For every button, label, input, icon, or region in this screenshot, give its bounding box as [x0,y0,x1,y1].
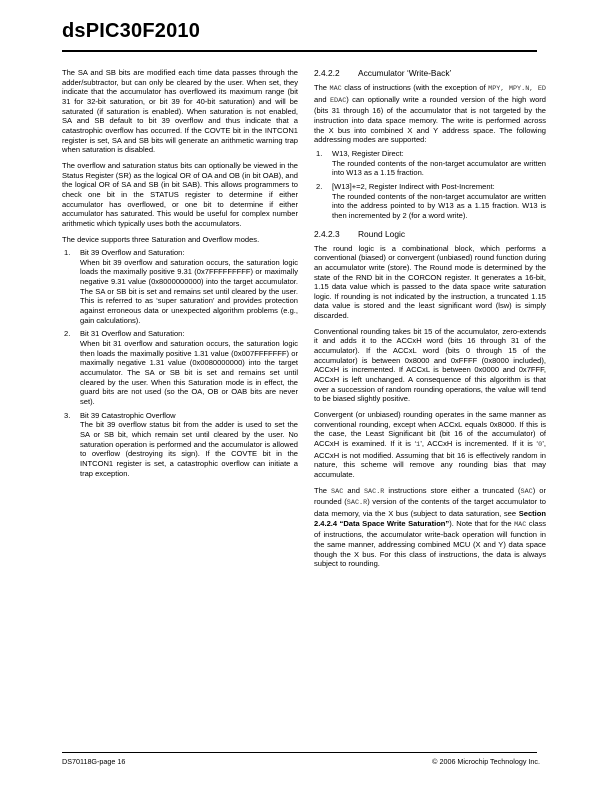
list-item-body: The rounded contents of the non-target accumulator are written into W13 as a 1.15 fraction. [332,158,546,178]
text-fragment: ’, ACCxH is incremented. If it is ‘ [420,439,539,448]
text-fragment: class of instructions (with the exception of [344,83,486,92]
list-item-title: W13, Register Direct: [332,148,404,158]
paragraph-sac-instructions [314,486,546,569]
section-number: 2.4.2.3 [314,228,340,239]
code-sac-r: SAC.R [363,487,385,496]
text-fragment: ) or rounded ( [314,485,546,507]
list-item-title: Bit 39 Overflow and Saturation: [80,248,185,258]
list-item-body: The rounded contents of the non-target accumulator are written into the address pointed to by W13 as a 1.15 fraction. W13 is then incremented by 2 (for a word write). [332,191,546,220]
list-item [62,411,298,479]
saturation-modes-list [62,248,298,478]
addressing-modes-list [314,149,546,221]
section-title: Round Logic [358,228,406,239]
paragraph-saturation-modes: The device supports three Saturation and Overflow modes. [62,234,260,244]
right-column [314,68,546,575]
text-fragment: The [314,485,328,495]
footer-page-id: DS70118G-page 16 [62,757,126,766]
code-sac-r: SAC.R [346,499,368,508]
list-item-number: 2. [316,181,323,191]
list-item [62,329,298,406]
list-item [314,149,546,178]
text-fragment: ’, ACCxH is not modified. Assuming that bit 16 is effectively random in nature, this scheme will remove any rounding bias that may accumulate. [314,439,546,479]
paragraph-write-back-intro [314,83,546,145]
list-item-number: 1. [316,148,323,158]
header-rule [62,50,537,52]
text-fragment: and [347,485,360,495]
list-item-title: Bit 31 Overflow and Saturation: [80,329,185,339]
paragraph-round-logic: The round logic is a combinational block, which performs a conventional (biased) or convergent (unbiased) round function during an accumulator write (store). The Round mode is determined by the state of the RND bit in the CORCON register. It generates a 16-bit, 1.15 data value which is passed to the data space write saturation logic. If rounding is not indicated by the instruction, a truncated 1.15 data value is stored and the least significant word (lsw) is simply discarded. [314,243,546,321]
paragraph-status-register: The overflow and saturation status bits can optionally be viewed in the Status Register (SR) as the logical OR of OA and OB (in bit OAB), and the logical OR of SA and SB (in bit SAB). This allows programmers to check one bit in the STATUS register to determine if either accumulator has overflowed, or one bit to determine if either accumulator has saturated. This would be useful for complex number arithmetic which typically uses both the accumulators. [62,160,298,228]
text-fragment: The [314,83,328,92]
list-item-number: 1. [64,248,71,258]
code-sac: SAC [520,487,533,496]
code-zero: 0 [538,441,543,449]
section-heading-write-back [314,68,546,79]
list-item-number: 3. [64,410,71,420]
code-one: 1 [416,441,421,449]
footer-rule [62,752,537,753]
text-fragment: instructions store either a truncated ( [388,485,521,495]
paragraph-sa-sb-bits: The SA and SB bits are modified each time data passes through the adder/subtractor, but can only be cleared by the user. When set, they indicate that the accumulator has overflowed its maximum range (bit 31 for 32-bit saturation, or bit 39 for 40-bit saturation) and will be saturated (if saturation is enabled). When saturation is not enabled, SA and SB default to bit 39 overflow and thus indicate that a catastrophic overflow has occurred. If the COVTE bit in the INTCON1 register is set, SA and SB bits will generate an arithmetic warning trap when saturation is disabled. [62,68,298,155]
code-mac: MAC [329,85,342,93]
code-mac: MAC [514,520,527,529]
text-fragment: ). Note that for the [449,518,512,528]
list-item-title: [W13]+=2, Register Indirect with Post-Increment: [332,181,495,191]
list-item-body: When bit 39 overflow and saturation occurs, the saturation logic loads the maximally positive 9.31 (0x7FFFFFFFFF) or maximally negative 9.31 value (0x8000000000) into the target accumulator. The SA or SB bit is set and remains set until cleared by the user. This is referred to as ‘super saturation’ and provides protection against erroneous data or unexpected algorithm problems (e.g., gain calculations). [80,257,298,325]
list-item-body: The bit 39 overflow status bit from the adder is used to set the SA or SB bit, which remain set until cleared by the user. No saturation operation is performed and the accumulator is allowed to overflow (destroying its sign). If the COVTE bit in the INTCON1 register is set, a catastrophic overflow can initiate a trap exception. [80,420,298,478]
section-title: Accumulator ‘Write-Back’ [358,68,452,78]
list-item-body: When bit 31 overflow and saturation occurs, the saturation logic then loads the maximally positive 1.31 value (0x007FFFFFFF) or maximally negative 1.31 value (0x0080000000) into the target accumulator. The SA or SB bit is set and remains set until cleared by the user. When this Saturation mode is in effect, the guard bits are not used (so the OA, OB or OAB bits are never set). [80,339,298,406]
left-column [62,68,298,484]
text-fragment: ) can optionally write a rounded version of the high word (bits 31 through 16) of the accumulator that is not targeted by the instruction into data space memory. The write is performed across the X bus into combined X and Y address space. The following addressing modes are supported: [314,94,546,145]
list-item [62,248,298,325]
code-sac: SAC [331,487,344,496]
list-item-title: Bit 39 Catastrophic Overflow [80,410,176,420]
code-mpy: MPY, MPY.N, ED [488,85,546,93]
section-reference-link[interactable]: Section 2.4.2.4 “Data Space Write Saturation” [314,508,546,528]
section-number: 2.4.2.2 [314,68,340,78]
text-fragment: Convergent (or unbiased) rounding operates in the same manner as conventional rounding, except when ACCxL equals 0x8000. If this is the case, the Least Significant bit (bit 16 of the accumulator) of ACCxH is examined. If it is ‘ [314,410,546,448]
list-item-number: 2. [64,329,71,339]
section-heading-round-logic [314,229,546,240]
paragraph-convergent-rounding [314,410,546,480]
text-fragment: and [314,94,327,104]
list-item [314,182,546,221]
paragraph-conventional-rounding: Conventional rounding takes bit 15 of the accumulator, zero-extends it and adds it to the ACCxH word (bits 16 through 31 of the accumulator). If the ACCxL word (bits 0 through 15 of the accumulator) is between 0x8000 and 0xFFFF (0x8000 included), ACCxH is incremented. If ACCxL is between 0x0000 and 0x7FFF, ACCxH is left unchanged. A consequence of this algorithm is that over a succession of random rounding operations, the value will tend to be biased slightly positive. [314,326,546,404]
code-edac: EDAC [329,96,347,105]
footer-copyright: © 2006 Microchip Technology Inc. [432,757,540,766]
text-fragment: ) version of the contents of the target accumulator to data memory, via the X bus (subject to data saturation, see [314,497,547,518]
page-title: dsPIC30F2010 [62,20,201,42]
text-fragment: class of instructions, the accumulator write-back operation will function in the same manner, addressing combined MCU (X and Y) data space though the X bus. For this class of instructions, the data is always subject to rounding. [314,518,546,569]
